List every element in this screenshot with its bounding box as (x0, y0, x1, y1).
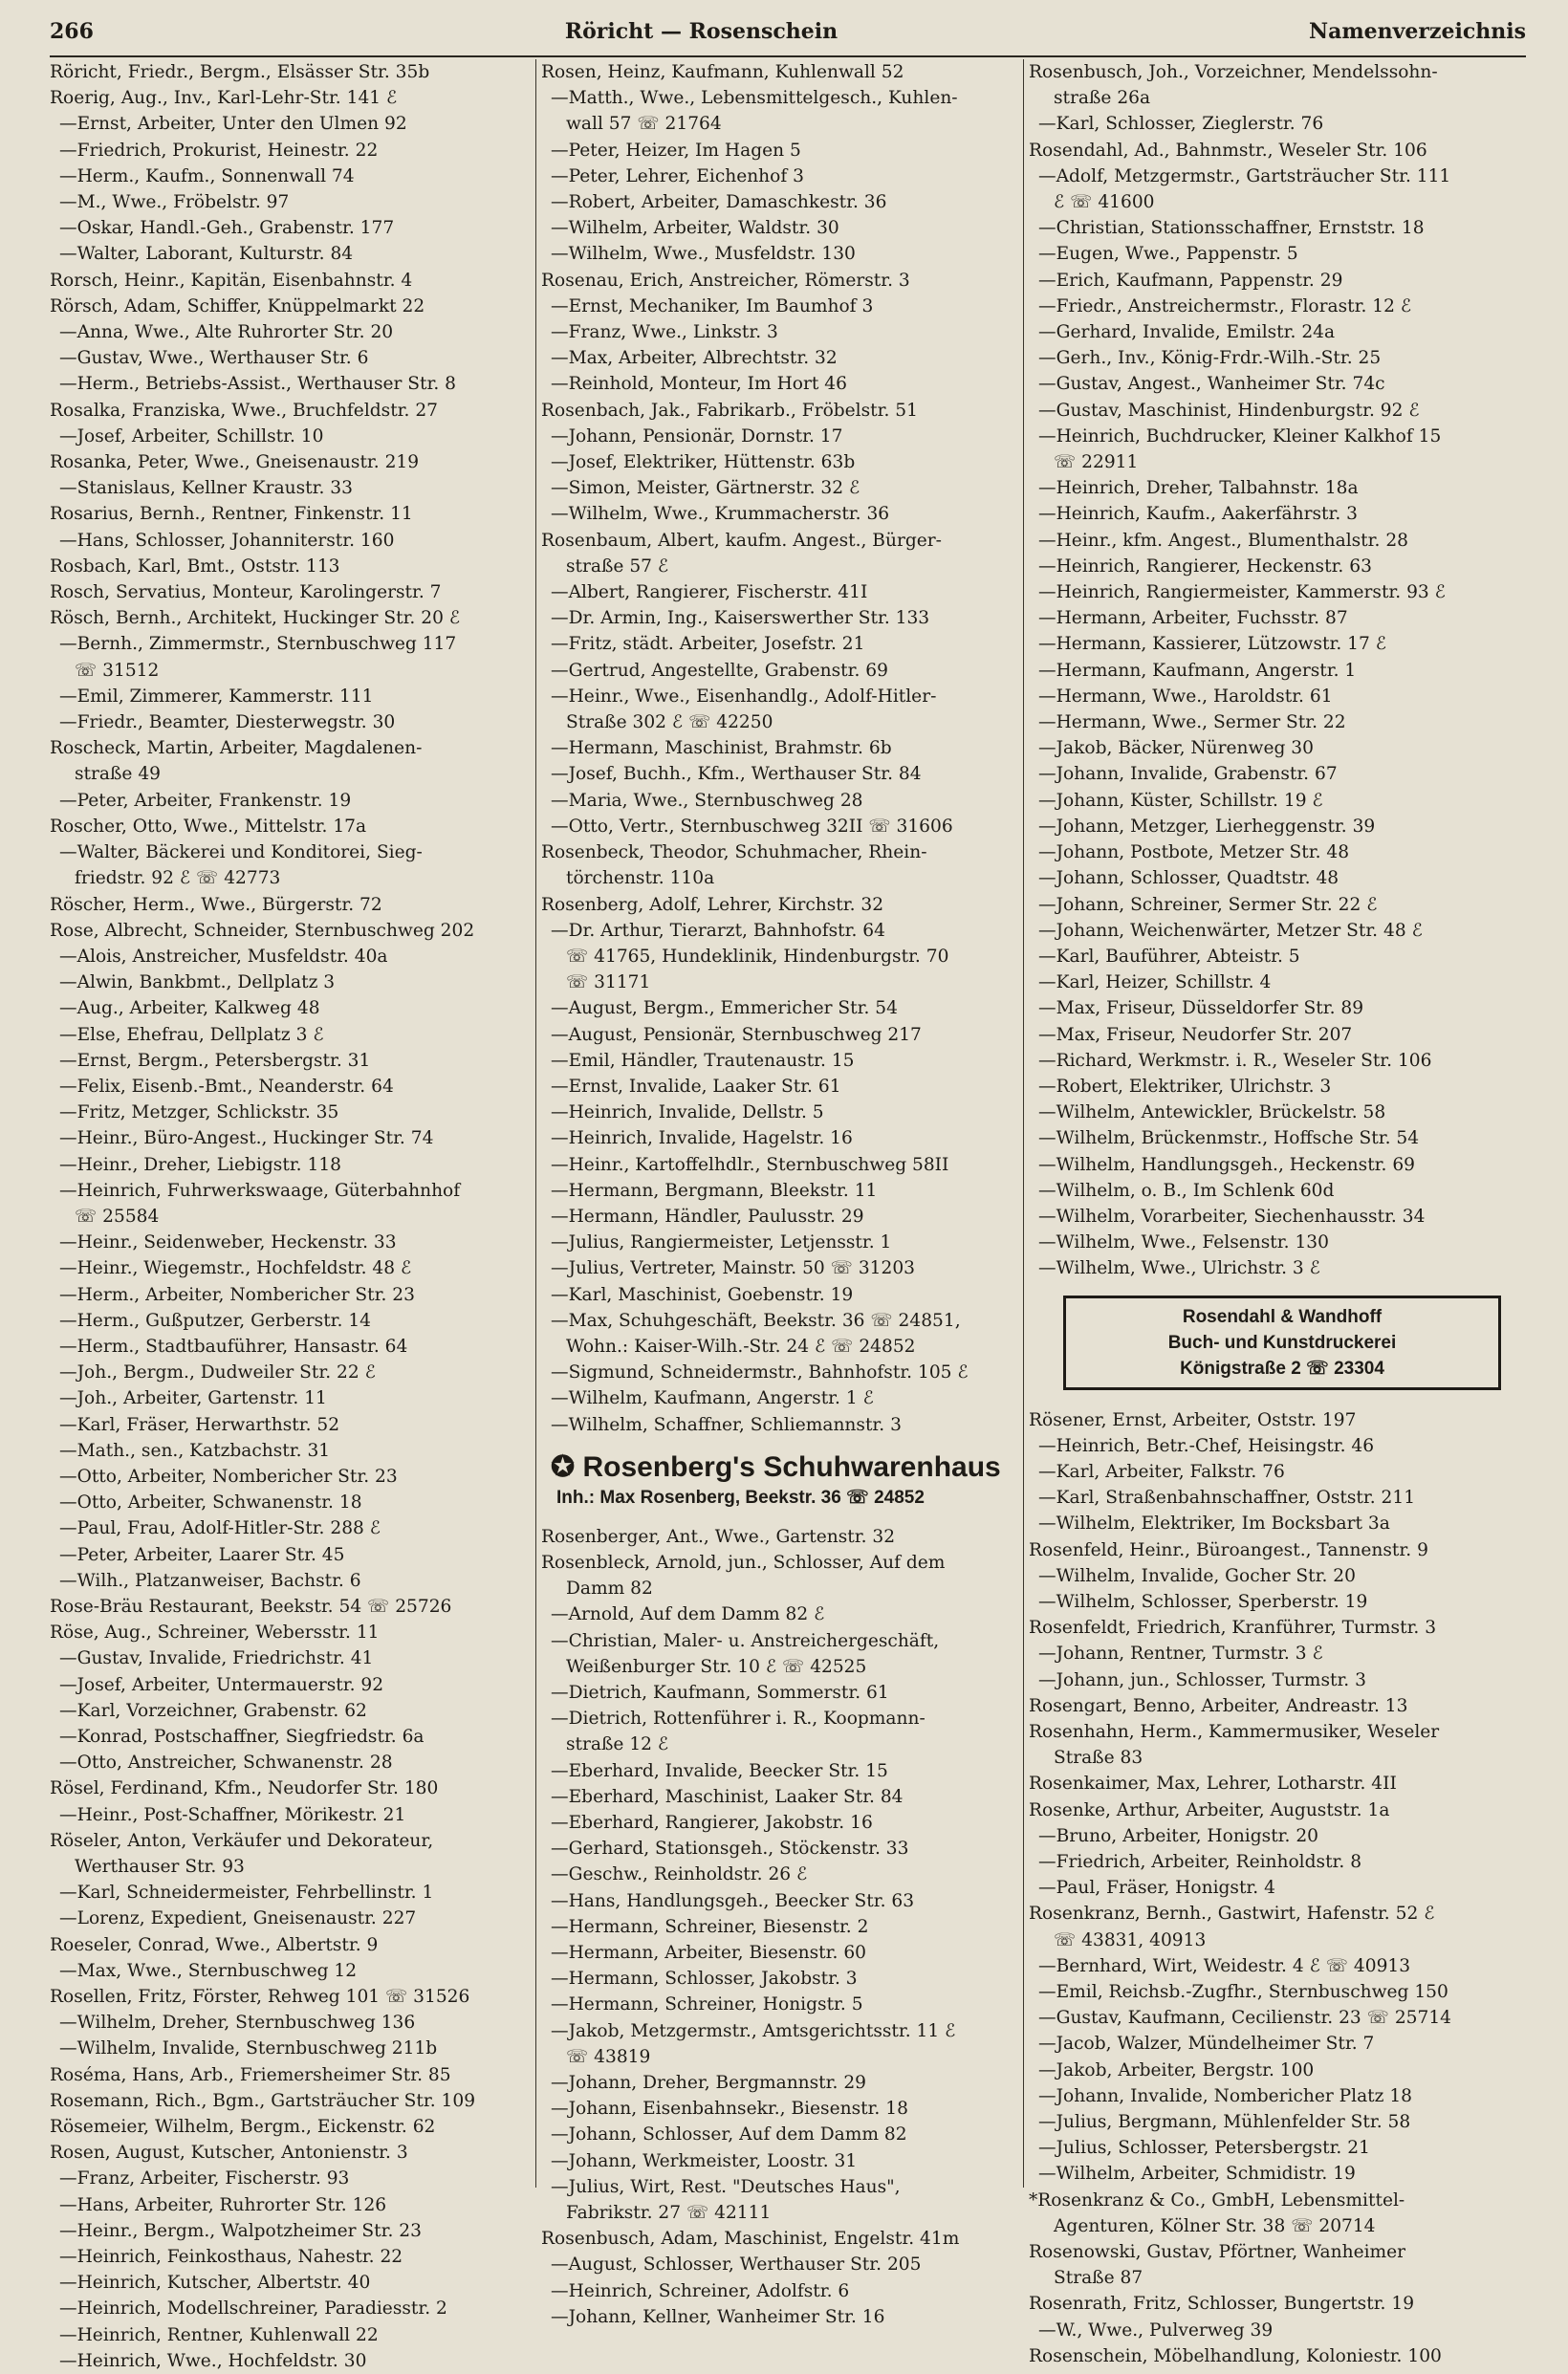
rosendahl-advertisement (1063, 1296, 1501, 1390)
directory-entry: —Heinrich, Kaufm., Aakerfährstr. 3 (1038, 504, 1358, 525)
directory-entry-continuation: straße 26a (1054, 88, 1151, 109)
directory-entry: —Jakob, Metzgermstr., Amtsgerichtsstr. 11 ℰ (551, 2020, 956, 2041)
directory-entry: —Anna, Wwe., Alte Ruhrorter Str. 20 (59, 322, 394, 343)
directory-entry: Rosenbach, Jak., Fabrikarb., Fröbelstr. 51 (541, 400, 918, 421)
directory-entry: —Walter, Bäckerei und Konditorei, Sieg- (59, 842, 423, 863)
directory-entry: —Wilhelm, Kaufmann, Angerstr. 1 ℰ (551, 1388, 874, 1409)
directory-entry-continuation: ☏ 41765, Hundeklinik, Hindenburgstr. 70 (566, 946, 949, 967)
directory-entry: —Arnold, Auf dem Damm 82 ℰ (551, 1604, 825, 1625)
directory-entry: —Hermann, Händler, Paulusstr. 29 (551, 1206, 864, 1227)
directory-entry-continuation: ℰ ☏ 41600 (1054, 192, 1155, 213)
directory-entry: —Sigmund, Schneidermstr., Bahnhofstr. 105 ℰ (551, 1362, 969, 1383)
directory-entry: —Heinrich, Invalide, Hagelstr. 16 (551, 1128, 853, 1149)
directory-entry: —Ernst, Bergm., Petersbergstr. 31 (59, 1050, 371, 1071)
directory-entry: —Wilhelm, Arbeiter, Schmidistr. 19 (1038, 2164, 1356, 2185)
directory-entry: —Hermann, Schreiner, Biesenstr. 2 (551, 1916, 869, 1937)
directory-entry: —Johann, Küster, Schillstr. 19 ℰ (1038, 790, 1323, 811)
directory-entry: —Bernh., Zimmermstr., Sternbuschweg 117 (59, 634, 457, 655)
directory-entry: Rosendahl, Ad., Bahnmstr., Weseler Str. 106 (1029, 140, 1427, 161)
directory-entry: —Heinr., Seidenweber, Heckenstr. 33 (59, 1232, 397, 1253)
directory-entry: —Gustav, Wwe., Werthauser Str. 6 (59, 348, 369, 369)
directory-entry: —Fritz, städt. Arbeiter, Josefstr. 21 (551, 634, 865, 655)
directory-entry: —Otto, Arbeiter, Nombericher Str. 23 (59, 1466, 398, 1487)
directory-entry: —Wilhelm, Schaffner, Schliemannstr. 3 (551, 1414, 902, 1435)
directory-entry: Rosch, Servatius, Monteur, Karolingerstr. 7 (50, 582, 442, 603)
directory-entry: Rosenau, Erich, Anstreicher, Römerstr. 3 (541, 270, 910, 291)
directory-entry: Rose, Albrecht, Schneider, Sternbuschweg 202 (50, 920, 475, 941)
directory-entry: —Else, Ehefrau, Dellplatz 3 ℰ (59, 1024, 324, 1045)
directory-entry: —Hermann, Schreiner, Honigstr. 5 (551, 1994, 863, 2015)
directory-entry: —Hermann, Wwe., Haroldstr. 61 (1038, 686, 1333, 707)
directory-entry: —Heinr., Wiegemstr., Hochfeldstr. 48 ℰ (59, 1258, 412, 1279)
directory-entry: —Heinrich, Invalide, Dellstr. 5 (551, 1102, 824, 1123)
directory-entry: Rosellen, Fritz, Förster, Rehweg 101 ☏ 31526 (50, 1987, 470, 2008)
directory-entry: —Jakob, Arbeiter, Bergstr. 100 (1038, 2059, 1315, 2080)
directory-entry: —Wilhelm, Vorarbeiter, Siechenhausstr. 34 (1038, 1206, 1426, 1227)
directory-entry: —Hermann, Maschinist, Brahmstr. 6b (551, 738, 892, 759)
running-title: Röricht — Rosenschein (564, 19, 838, 44)
directory-entry: —Max, Friseur, Neudorfer Str. 207 (1038, 1024, 1353, 1045)
directory-entry-continuation: ☏ 43831, 40913 (1054, 1929, 1207, 1950)
directory-entry: —August, Pensionär, Sternbuschweg 217 (551, 1024, 922, 1045)
directory-entry-continuation: straße 12 ℰ (566, 1734, 669, 1755)
directory-entry: —Herm., Arbeiter, Nombericher Str. 23 (59, 1284, 415, 1305)
directory-entry: —Julius, Wirt, Rest. "Deutsches Haus", (551, 2176, 901, 2197)
directory-entry: —Max, Wwe., Sternbuschweg 12 (59, 1960, 358, 1981)
directory-entry-continuation: wall 57 ☏ 21764 (566, 114, 722, 135)
directory-entry: —Heinr., kfm. Angest., Blumenthalstr. 28 (1038, 530, 1408, 551)
directory-entry: —Heinrich, Betr.-Chef, Heisingstr. 46 (1038, 1435, 1375, 1456)
directory-entry: —Herm., Kaufm., Sonnenwall 74 (59, 165, 355, 186)
directory-entry: —Felix, Eisenb.-Bmt., Neanderstr. 64 (59, 1076, 394, 1097)
directory-entry: —Gustav, Invalide, Friedrichstr. 41 (59, 1648, 374, 1669)
directory-entry: Rosalka, Franziska, Wwe., Bruchfeldstr. 27 (50, 400, 439, 421)
directory-entry: —August, Schlosser, Werthauser Str. 205 (551, 2254, 922, 2276)
directory-entry: —Max, Friseur, Düsseldorfer Str. 89 (1038, 998, 1364, 1019)
directory-entry: —Reinhold, Monteur, Im Hort 46 (551, 374, 847, 395)
directory-entry: —Otto, Vertr., Sternbuschweg 32II ☏ 31606 (551, 816, 953, 837)
directory-entry: —Eugen, Wwe., Pappenstr. 5 (1038, 244, 1298, 265)
directory-entry: —Oskar, Handl.-Geh., Grabenstr. 177 (59, 218, 395, 239)
directory-entry: —Peter, Arbeiter, Laarer Str. 45 (59, 1544, 345, 1565)
directory-entry: —Wilhelm, Wwe., Ulrichstr. 3 ℰ (1038, 1258, 1320, 1279)
directory-entry: —Wilhelm, o. B., Im Schlenk 60d (1038, 1180, 1335, 1201)
directory-entry: —Geschw., Reinholdstr. 26 ℰ (551, 1864, 808, 1885)
directory-entry: Rosbach, Karl, Bmt., Oststr. 113 (50, 555, 340, 577)
directory-entry: —Johann, Pensionär, Dornstr. 17 (551, 425, 843, 446)
directory-entry: —Wilhelm, Antewickler, Brückelstr. 58 (1038, 1102, 1386, 1123)
directory-entry: —Emil, Händler, Trautenaustr. 15 (551, 1050, 855, 1071)
directory-entry: —W., Wwe., Pulverweg 39 (1038, 2320, 1274, 2341)
directory-entry: —Heinrich, Rentner, Kuhlenwall 22 (59, 2324, 379, 2345)
directory-entry-continuation: Straße 87 (1054, 2268, 1143, 2289)
directory-entry: —Johann, Weichenwärter, Metzer Str. 48 ℰ (1038, 920, 1423, 941)
ad-company-name: Rosendahl & Wandhoff (1182, 1306, 1383, 1327)
directory-entry: —Karl, Straßenbahnschaffner, Oststr. 211 (1038, 1488, 1416, 1509)
directory-entry: Röricht, Friedr., Bergm., Elsässer Str. 35b (50, 62, 430, 82)
directory-entry: —Peter, Arbeiter, Frankenstr. 19 (59, 790, 352, 811)
directory-entry: —Robert, Elektriker, Ulrichstr. 3 (1038, 1076, 1332, 1097)
directory-entry: —Max, Schuhgeschäft, Beekstr. 36 ☏ 24851, (551, 1310, 961, 1331)
directory-entry: —Bruno, Arbeiter, Honigstr. 20 (1038, 1825, 1318, 1846)
directory-entry: —Heinrich, Kutscher, Albertstr. 40 (59, 2273, 371, 2294)
directory-entry: Röseler, Anton, Verkäufer und Dekorateur, (50, 1830, 434, 1851)
directory-entry: —Franz, Arbeiter, Fischerstr. 93 (59, 2168, 350, 2189)
directory-entry: Rosen, August, Kutscher, Antonienstr. 3 (50, 2143, 408, 2164)
directory-entry: —Paul, Frau, Adolf-Hitler-Str. 288 ℰ (59, 1518, 381, 1539)
directory-entry: —Maria, Wwe., Sternbuschweg 28 (551, 790, 863, 811)
directory-entry: —Emil, Reichsb.-Zugfhr., Sternbuschweg 150 (1038, 1982, 1448, 2003)
directory-entry: —Wilh., Platzanweiser, Bachstr. 6 (59, 1570, 361, 1591)
directory-entry: —Heinrich, Buchdrucker, Kleiner Kalkhof 15 (1038, 425, 1442, 446)
column-divider (1023, 59, 1024, 2188)
directory-entry: Rosenkaimer, Max, Lehrer, Lotharstr. 4II (1029, 1774, 1397, 1795)
directory-entry-continuation: ☏ 22911 (1054, 452, 1139, 473)
directory-entry: —Johann, Rentner, Turmstr. 3 ℰ (1038, 1644, 1323, 1665)
directory-entry: —Joh., Bergm., Dudweiler Str. 22 ℰ (59, 1362, 376, 1383)
directory-entry: —Friedr., Anstreichermstr., Florastr. 12 ℰ (1038, 295, 1412, 316)
directory-entry-continuation: Straße 83 (1054, 1748, 1143, 1769)
directory-entry: —Gertrud, Angestellte, Grabenstr. 69 (551, 660, 888, 681)
directory-entry-continuation: Werthauser Str. 93 (75, 1857, 245, 1878)
directory-entry: —Johann, Werkmeister, Loostr. 31 (551, 2150, 858, 2171)
directory-entry: Rosenfeldt, Friedrich, Kranführer, Turmstr. 3 (1029, 1618, 1437, 1639)
directory-entry: —Albert, Rangierer, Fischerstr. 41I (551, 582, 868, 603)
directory-entry: —Eberhard, Maschinist, Laaker Str. 84 (551, 1786, 904, 1807)
directory-entry: —Johann, jun., Schlosser, Turmstr. 3 (1038, 1669, 1366, 1690)
directory-entry: Rosanka, Peter, Wwe., Gneisenaustr. 219 (50, 452, 420, 473)
directory-entry: —Dietrich, Kaufmann, Sommerstr. 61 (551, 1682, 889, 1703)
directory-entry-continuation: Wohn.: Kaiser-Wilh.-Str. 24 ℰ ☏ 24852 (566, 1336, 916, 1357)
directory-entry-continuation: Weißenburger Str. 10 ℰ ☏ 42525 (566, 1656, 867, 1677)
directory-entry: —Heinrich, Wwe., Hochfeldstr. 30 (59, 2350, 367, 2371)
directory-entry: Rosenbaum, Albert, kaufm. Angest., Bürger- (541, 530, 942, 551)
header-rule (50, 55, 1526, 57)
directory-entry: —Julius, Rangiermeister, Letjensstr. 1 (551, 1232, 892, 1253)
directory-entry: —Karl, Schneidermeister, Fehrbellinstr. 1 (59, 1883, 434, 1904)
directory-entry: —Stanislaus, Kellner Kraustr. 33 (59, 478, 353, 499)
directory-entry: —Karl, Schlosser, Zieglerstr. 76 (1038, 114, 1324, 135)
directory-entry: *Rosenkranz & Co., GmbH, Lebensmittel- (1029, 2189, 1405, 2211)
directory-entry: —Wilhelm, Schlosser, Sperberstr. 19 (1038, 1591, 1368, 1612)
directory-entry: —Emil, Zimmerer, Kammerstr. 111 (59, 686, 374, 707)
directory-entry: —Gerh., Inv., König-Frdr.-Wilh.-Str. 25 (1038, 348, 1382, 369)
directory-entry: Rosenhahn, Herm., Kammermusiker, Weseler (1029, 1721, 1440, 1742)
directory-entry: —Johann, Invalide, Grabenstr. 67 (1038, 764, 1338, 785)
directory-entry: —Max, Arbeiter, Albrechtstr. 32 (551, 348, 838, 369)
directory-entry: —Ernst, Arbeiter, Unter den Ulmen 92 (59, 114, 407, 135)
directory-entry: Roscheck, Martin, Arbeiter, Magdalenen- (50, 738, 423, 759)
directory-entry: —Wilhelm, Wwe., Krummacherstr. 36 (551, 504, 890, 525)
directory-entry: —Josef, Arbeiter, Untermauerstr. 92 (59, 1674, 384, 1695)
directory-entry: Rosenbusch, Joh., Vorzeichner, Mendelssohn- (1029, 62, 1438, 82)
directory-entry: —August, Bergm., Emmericher Str. 54 (551, 998, 898, 1019)
directory-entry: Rosenbeck, Theodor, Schuhmacher, Rhein- (541, 842, 927, 863)
directory-entry: —Johann, Invalide, Nombericher Platz 18 (1038, 2085, 1413, 2106)
directory-entry: Rosenschein, Möbelhandlung, Koloniestr. 100 (1029, 2345, 1442, 2366)
directory-entry: Rosenowski, Gustav, Pförtner, Wanheimer (1029, 2242, 1406, 2263)
directory-entry: —Adolf, Metzgermstr., Gartsträucher Str. 111 (1038, 165, 1451, 186)
directory-entry: —Josef, Arbeiter, Schillstr. 10 (59, 425, 324, 446)
directory-entry: —Otto, Arbeiter, Schwanenstr. 18 (59, 1492, 362, 1514)
directory-entry: —Karl, Fräser, Herwarthstr. 52 (59, 1414, 340, 1435)
directory-entry: —Hermann, Arbeiter, Fuchsstr. 87 (1038, 608, 1348, 629)
ad-shop-name: ✪ Rosenberg's Schuhwarenhaus (551, 1450, 1001, 1483)
directory-entry: —Math., sen., Katzbachstr. 31 (59, 1440, 331, 1461)
directory-entry: —Walter, Laborant, Kulturstr. 84 (59, 244, 354, 265)
directory-entry: —Herm., Stadtbauführer, Hansastr. 64 (59, 1336, 408, 1357)
directory-entry: Rosenrath, Fritz, Schlosser, Bungertstr. 19 (1029, 2294, 1415, 2315)
directory-entry: —Konrad, Postschaffner, Siegfriedstr. 6a (59, 1727, 425, 1747)
directory-entry: —Herm., Gußputzer, Gerberstr. 14 (59, 1310, 372, 1331)
directory-entry-continuation: ☏ 31512 (75, 660, 160, 681)
directory-entry: —Erich, Kaufmann, Pappenstr. 29 (1038, 270, 1343, 291)
ad-company-trade: Buch- und Kunstdruckerei (1167, 1332, 1397, 1353)
rosenberg-advertisement (551, 1449, 1019, 1511)
directory-entry: Rösemeier, Wilhelm, Bergm., Eickenstr. 62 (50, 2117, 436, 2138)
directory-entry: —Ernst, Mechaniker, Im Baumhof 3 (551, 295, 874, 316)
directory-entry: —Heinr., Kartoffelhdlr., Sternbuschweg 58II (551, 1154, 949, 1175)
directory-entry: —Friedrich, Arbeiter, Reinholdstr. 8 (1038, 1852, 1362, 1872)
directory-entry: —Dietrich, Rottenführer i. R., Koopmann- (551, 1709, 926, 1730)
directory-entry-continuation: friedstr. 92 ℰ ☏ 42773 (75, 868, 281, 889)
directory-entry: —Heinrich, Schreiner, Adolfstr. 6 (551, 2280, 850, 2301)
directory-entry: —Johann, Schreiner, Sermer Str. 22 ℰ (1038, 894, 1378, 915)
directory-entry: —Gustav, Maschinist, Hindenburgstr. 92 ℰ (1038, 400, 1420, 421)
directory-entry-continuation: ☏ 25584 (75, 1206, 160, 1227)
directory-entry: —Alwin, Bankbmt., Dellplatz 3 (59, 972, 336, 993)
directory-entry: —Johann, Kellner, Wanheimer Str. 16 (551, 2306, 885, 2327)
directory-entry: Rosenberg, Adolf, Lehrer, Kirchstr. 32 (541, 894, 884, 915)
directory-entry: Rosenfeld, Heinr., Büroangest., Tannenstr. 9 (1029, 1539, 1428, 1560)
directory-entry: Rose-Bräu Restaurant, Beekstr. 54 ☏ 25726 (50, 1596, 452, 1617)
page-number: 266 (50, 19, 94, 44)
page-header (50, 19, 1526, 52)
directory-entry-continuation: ☏ 31171 (566, 972, 651, 993)
directory-entry: —Herm., Betriebs-Assist., Werthauser Str. 8 (59, 374, 457, 395)
directory-entry: —M., Wwe., Fröbelstr. 97 (59, 192, 290, 213)
directory-entry: —Josef, Elektriker, Hüttenstr. 63b (551, 452, 856, 473)
directory-entry-continuation: Agenturen, Kölner Str. 38 ☏ 20714 (1054, 2215, 1376, 2236)
directory-entry: —Hermann, Bergmann, Bleekstr. 11 (551, 1180, 878, 1201)
directory-entry: —Hermann, Wwe., Sermer Str. 22 (1038, 712, 1346, 733)
directory-entry-continuation: Straße 302 ℰ ☏ 42250 (566, 712, 773, 733)
directory-entry: —Johann, Postbote, Metzer Str. 48 (1038, 842, 1350, 863)
directory-entry: —Otto, Anstreicher, Schwanenstr. 28 (59, 1753, 393, 1774)
directory-entry: Rorsch, Heinr., Kapitän, Eisenbahnstr. 4 (50, 270, 413, 291)
directory-entry: —Wilhelm, Handlungsgeh., Heckenstr. 69 (1038, 1154, 1415, 1175)
directory-entry: —Hans, Schlosser, Johanniterstr. 160 (59, 530, 395, 551)
ad-company-address: Königstraße 2 ☏ 23304 (1180, 1358, 1384, 1379)
directory-entry-continuation: ☏ 43819 (566, 2046, 651, 2067)
directory-entry: —Johann, Schlosser, Quadtstr. 48 (1038, 868, 1339, 889)
directory-entry: —Heinr., Büro-Angest., Huckinger Str. 74 (59, 1128, 434, 1149)
directory-entry: —Ernst, Invalide, Laaker Str. 61 (551, 1076, 841, 1097)
directory-entry: —Simon, Meister, Gärtnerstr. 32 ℰ (551, 478, 860, 499)
directory-entry: —Johann, Eisenbahnsekr., Biesenstr. 18 (551, 2099, 908, 2120)
directory-entry: —Julius, Bergmann, Mühlenfelder Str. 58 (1038, 2112, 1411, 2133)
directory-entry: —Karl, Bauführer, Abteistr. 5 (1038, 946, 1300, 967)
directory-entry: —Julius, Schlosser, Petersbergstr. 21 (1038, 2138, 1370, 2159)
directory-entry: —Hans, Handlungsgeh., Beecker Str. 63 (551, 1890, 915, 1911)
directory-entry: —Gerhard, Invalide, Emilstr. 24a (1038, 322, 1336, 343)
directory-entry: —Aug., Arbeiter, Kalkweg 48 (59, 998, 320, 1019)
directory-entry: Rosengart, Benno, Arbeiter, Andreastr. 13 (1029, 1695, 1408, 1716)
directory-entry: —Heinrich, Dreher, Talbahnstr. 18a (1038, 478, 1359, 499)
column-divider (535, 59, 536, 2188)
directory-entry: Rösel, Ferdinand, Kfm., Neudorfer Str. 180 (50, 1778, 439, 1799)
directory-entry: —Heinrich, Rangierer, Heckenstr. 63 (1038, 555, 1372, 577)
directory-entry: Rösch, Bernh., Architekt, Huckinger Str. 20 ℰ (50, 608, 461, 629)
directory-entry: —Heinrich, Feinkosthaus, Nahestr. 22 (59, 2247, 403, 2268)
directory-entry: —Lorenz, Expedient, Gneisenaustr. 227 (59, 1908, 417, 1929)
directory-entry: —Franz, Wwe., Linkstr. 3 (551, 322, 778, 343)
directory-entry-continuation: straße 57 ℰ (566, 555, 669, 577)
directory-entry: —Johann, Metzger, Lierheggenstr. 39 (1038, 816, 1376, 837)
directory-entry: —Gerhard, Stationsgeh., Stöckenstr. 33 (551, 1839, 909, 1860)
directory-entry: —Heinrich, Fuhrwerkswaage, Güterbahnhof (59, 1180, 461, 1201)
directory-entry: —Eberhard, Invalide, Beecker Str. 15 (551, 1760, 888, 1781)
directory-entry: —Paul, Fräser, Honigstr. 4 (1038, 1878, 1275, 1899)
directory-entry: —Peter, Heizer, Im Hagen 5 (551, 140, 801, 161)
directory-entry: —Wilhelm, Brückenmstr., Hoffsche Str. 54 (1038, 1128, 1420, 1149)
directory-entry: Roerig, Aug., Inv., Karl-Lehr-Str. 141 ℰ (50, 88, 398, 109)
directory-entry: —Karl, Arbeiter, Falkstr. 76 (1038, 1461, 1285, 1482)
directory-entry: —Wilhelm, Dreher, Sternbuschweg 136 (59, 2013, 416, 2034)
directory-entry: Rosenberger, Ant., Wwe., Gartenstr. 32 (541, 1526, 896, 1547)
directory-entry: Rosenbleck, Arnold, jun., Schlosser, Auf dem (541, 1552, 946, 1573)
directory-entry: —Gustav, Angest., Wanheimer Str. 74c (1038, 374, 1385, 395)
directory-entry: Rörsch, Adam, Schiffer, Knüppelmarkt 22 (50, 295, 425, 316)
column-2 (541, 59, 1019, 2330)
directory-entry-continuation: Fabrikstr. 27 ☏ 42111 (566, 2203, 772, 2224)
directory-entry: —Heinr., Post-Schaffner, Mörikestr. 21 (59, 1804, 406, 1825)
directory-entry: —Karl, Heizer, Schillstr. 4 (1038, 972, 1272, 993)
directory-entry: —Heinrich, Rangiermeister, Kammerstr. 93 ℰ (1038, 582, 1446, 603)
directory-entry: —Wilhelm, Elektriker, Im Bocksbart 3a (1038, 1514, 1390, 1535)
directory-entry: —Peter, Lehrer, Eichenhof 3 (551, 165, 804, 186)
directory-entry: —Dr. Armin, Ing., Kaiserswerther Str. 133 (551, 608, 930, 629)
directory-entry: —Josef, Buchh., Kfm., Werthauser Str. 84 (551, 764, 922, 785)
directory-entry: —Heinr., Dreher, Liebigstr. 118 (59, 1154, 341, 1175)
directory-entry: Rosen, Heinz, Kaufmann, Kuhlenwall 52 (541, 62, 904, 82)
directory-entry: —Gustav, Kaufmann, Cecilienstr. 23 ☏ 25714 (1038, 2008, 1451, 2029)
directory-entry: —Julius, Vertreter, Mainstr. 50 ☏ 31203 (551, 1258, 915, 1279)
directory-entry: —Bernhard, Wirt, Weidestr. 4 ℰ ☏ 40913 (1038, 1955, 1411, 1976)
directory-entry: —Wilhelm, Invalide, Sternbuschweg 211b (59, 2038, 438, 2059)
section-title: Namenverzeichnis (1309, 19, 1526, 44)
directory-entry: Rosenbusch, Adam, Maschinist, Engelstr. 41m (541, 2229, 960, 2250)
directory-entry: —Hermann, Arbeiter, Biesenstr. 60 (551, 1943, 866, 1964)
directory-entry: —Hans, Arbeiter, Ruhrorter Str. 126 (59, 2194, 387, 2215)
directory-entry: —Hermann, Kaufmann, Angerstr. 1 (1038, 660, 1357, 681)
column-3 (1029, 59, 1539, 2369)
ad-owner-line: Inh.: Max Rosenberg, Beekstr. 36 ☏ 24852 (556, 1487, 925, 1508)
directory-entry: —Dr. Arthur, Tierarzt, Bahnhofstr. 64 (551, 920, 885, 941)
directory-entry: —Richard, Werkmstr. i. R., Weseler Str. 106 (1038, 1050, 1432, 1071)
directory-entry: —Jakob, Bäcker, Nürenweg 30 (1038, 738, 1314, 759)
directory-entry: —Alois, Anstreicher, Musfeldstr. 40a (59, 946, 388, 967)
directory-entry: Röse, Aug., Schreiner, Webersstr. 11 (50, 1623, 380, 1644)
directory-entry: Roséma, Hans, Arb., Friemersheimer Str. 85 (50, 2064, 451, 2085)
directory-entry-continuation: straße 49 (75, 764, 161, 785)
directory-entry: —Karl, Vorzeichner, Grabenstr. 62 (59, 1700, 367, 1721)
directory-entry: —Wilhelm, Wwe., Felsenstr. 130 (1038, 1232, 1329, 1253)
directory-entry: —Friedrich, Prokurist, Heinestr. 22 (59, 140, 379, 161)
column-1 (50, 59, 534, 2374)
directory-entry: —Fritz, Metzger, Schlickstr. 35 (59, 1102, 339, 1123)
directory-entry: —Joh., Arbeiter, Gartenstr. 11 (59, 1388, 327, 1409)
directory-entry: —Heinrich, Modellschreiner, Paradiesstr. 2 (59, 2298, 447, 2320)
directory-entry: —Hermann, Kassierer, Lützowstr. 17 ℰ (1038, 634, 1386, 655)
directory-entry: —Hermann, Schlosser, Jakobstr. 3 (551, 1969, 858, 1990)
directory-entry: —Karl, Maschinist, Goebenstr. 19 (551, 1284, 854, 1305)
directory-entry: —Christian, Maler- u. Anstreichergeschäft, (551, 1630, 940, 1651)
directory-entry: Röscher, Herm., Wwe., Bürgerstr. 72 (50, 894, 382, 915)
directory-entry: Rösener, Ernst, Arbeiter, Oststr. 197 (1029, 1409, 1357, 1430)
directory-entry: —Heinr., Bergm., Walpotzheimer Str. 23 (59, 2220, 422, 2241)
directory-entry: Rosarius, Bernh., Rentner, Finkenstr. 11 (50, 504, 413, 525)
directory-entry: —Christian, Stationsschaffner, Ernststr. 18 (1038, 218, 1425, 239)
directory-entry: Roscher, Otto, Wwe., Mittelstr. 17a (50, 816, 367, 837)
directory-entry: —Wilhelm, Wwe., Musfeldstr. 130 (551, 244, 856, 265)
directory-entry: —Heinr., Wwe., Eisenhandlg., Adolf-Hitler- (551, 686, 937, 707)
directory-entry-continuation: törchenstr. 110a (566, 868, 715, 889)
directory-entry: —Eberhard, Rangierer, Jakobstr. 16 (551, 1813, 873, 1833)
directory-entry: —Wilhelm, Invalide, Gocher Str. 20 (1038, 1565, 1356, 1586)
directory-entry: Roeseler, Conrad, Wwe., Albertstr. 9 (50, 1934, 379, 1955)
directory-entry: Rosemann, Rich., Bgm., Gartsträucher Str. 109 (50, 2090, 476, 2111)
directory-entry: —Johann, Dreher, Bergmannstr. 29 (551, 2073, 866, 2094)
directory-entry: Rosenke, Arthur, Arbeiter, Auguststr. 1a (1029, 1799, 1390, 1820)
directory-entry: —Jacob, Walzer, Mündelheimer Str. 7 (1038, 2034, 1375, 2055)
directory-entry: —Wilhelm, Arbeiter, Waldstr. 30 (551, 218, 839, 239)
directory-entry: —Johann, Schlosser, Auf dem Damm 82 (551, 2124, 907, 2145)
directory-entry-continuation: Damm 82 (566, 1579, 653, 1600)
directory-entry: Rosenkranz, Bernh., Gastwirt, Hafenstr. 52 ℰ (1029, 1904, 1435, 1925)
directory-entry: —Friedr., Beamter, Diesterwegstr. 30 (59, 712, 396, 733)
directory-entry: —Matth., Wwe., Lebensmittelgesch., Kuhlen- (551, 88, 958, 109)
directory-entry: —Robert, Arbeiter, Damaschkestr. 36 (551, 192, 887, 213)
